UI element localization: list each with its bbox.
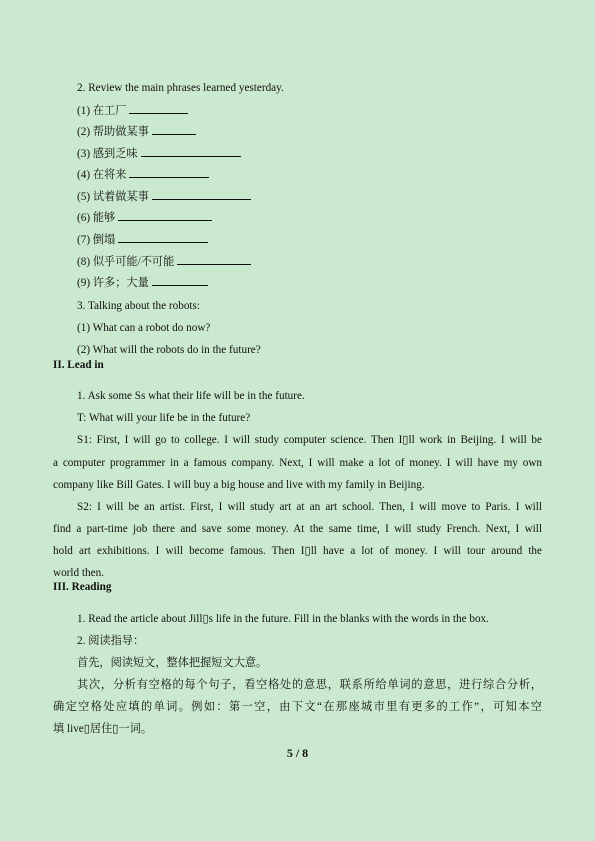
review-item-8: (8) 似乎可能/不可能 xyxy=(77,254,251,269)
review-item-3: (3) 感到乏味 xyxy=(77,146,241,161)
s2-line-4: world then. xyxy=(53,567,104,579)
review-heading: 2. Review the main phrases learned yesterday. xyxy=(77,82,284,94)
page-number: 5 / 8 xyxy=(286,746,309,760)
lead-in-paragraph-2: T: What will your life be in the future? xyxy=(77,412,251,424)
s2-line-2: find a part-time job there and save some money. At the same time, I will study French. Next, I will xyxy=(53,523,542,535)
reading-heading: III. Reading xyxy=(53,581,112,593)
lead-in-heading: II. Lead in xyxy=(53,359,104,371)
s1-line-2: a computer programmer in a famous company. Next, I will make a lot of money. I will have my own xyxy=(53,457,542,469)
s1-line-3: company like Bill Gates. I will buy a big house and live with my family in Beijing. xyxy=(53,479,425,491)
robots-heading: 3. Talking about the robots: xyxy=(77,300,200,312)
reading-paragraph-2: 2. 阅读指导： xyxy=(77,635,145,647)
review-item-9: (9) 许多；大量 xyxy=(77,275,208,290)
review-item-1: (1) 在工厂 xyxy=(77,103,188,118)
reading-paragraph-4-line-3: 填 live▯居住▯一词。 xyxy=(53,723,153,735)
review-item-7: (7) 倒塌 xyxy=(77,232,208,247)
review-item-4: (4) 在将来 xyxy=(77,167,209,182)
robots-question-2: (2) What will the robots do in the future? xyxy=(77,344,261,356)
s2-line-1: S2: I will be an artist. First, I will study art at an art school. Then, I will move to Paris. I will xyxy=(77,501,542,513)
review-item-5: (5) 试着做某事 xyxy=(77,189,251,204)
reading-paragraph-3: 首先，阅读短文，整体把握短文大意。 xyxy=(77,657,268,669)
lead-in-paragraph-1: 1. Ask some Ss what their life will be in the future. xyxy=(77,390,305,402)
robots-question-1: (1) What can a robot do now? xyxy=(77,322,211,334)
reading-paragraph-4-line-1: 其次，分析有空格的每个句子，看空格处的意思，联系所给单词的意思，进行综合分析， xyxy=(77,679,542,691)
s1-line-1: S1: First, I will go to college. I will study computer science. Then I▯ll work in Beijing. I will be xyxy=(77,434,542,446)
s2-line-3: hold art exhibitions. I will become famous. Then I▯ll have a lot of money. I will tour around the xyxy=(53,545,542,557)
review-item-2: (2) 帮助做某事 xyxy=(77,124,196,139)
reading-paragraph-1: 1. Read the article about Jill▯s life in the future. Fill in the blanks with the words in the box. xyxy=(77,613,489,625)
reading-paragraph-4-line-2: 确定空格处应填的单词。例如：第一空，由下文“在那座城市里有更多的工作”，可知本空 xyxy=(53,701,542,713)
review-item-6: (6) 能够 xyxy=(77,210,212,225)
